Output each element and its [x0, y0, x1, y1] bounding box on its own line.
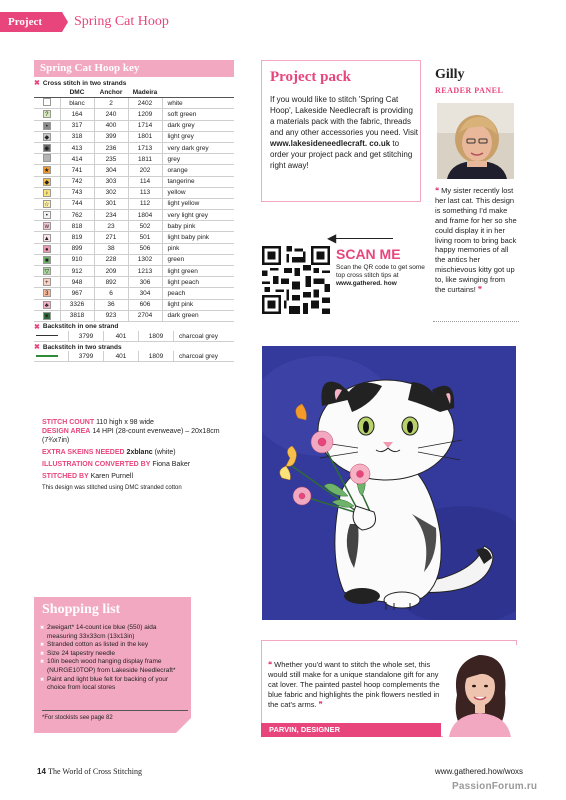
key-madeira-cell: 1213 [128, 266, 162, 277]
shopping-list [40, 624, 188, 693]
design-area-label: DESIGN AREA [42, 428, 91, 435]
key-madeira-cell: 304 [128, 288, 162, 299]
colour-col-header [162, 87, 234, 98]
key-row [34, 165, 234, 176]
key-madeira-cell: 506 [128, 243, 162, 254]
info-block [42, 418, 242, 493]
key-symbol-cell [34, 277, 60, 288]
shopping-list-divider [42, 710, 188, 711]
scan-me-text [336, 264, 426, 288]
key-symbol-cell [34, 131, 60, 142]
backstitch-two-subheading [34, 343, 234, 351]
project-pack-text [270, 94, 418, 171]
converted-by-value: Fiona Baker [152, 461, 191, 468]
footer-url[interactable]: www.gathered.how/woxs [435, 767, 524, 776]
reader-quote-text: My sister recently lost her last cat. This design is something I'd make and frame for her so she could display it in her living room to bring back happy memories of all the antics her mischievous kitty got up to, like swinging from the curtains! [435, 186, 517, 295]
key-name-cell: yellow [162, 187, 234, 198]
extra-skeins-value: 2xblanc [126, 449, 153, 456]
key-madeira-cell: 114 [128, 176, 162, 187]
stitch-symbol-icon: ◆ [44, 146, 50, 153]
stitch-symbol-icon: ▼ [43, 313, 50, 320]
key-row [34, 154, 234, 165]
project-pack-link[interactable]: www.lakesideneedlecraft. co.uk [270, 139, 391, 148]
magazine-name: The World of Cross Stitching [48, 767, 143, 776]
key-name-cell: white [162, 98, 234, 109]
project-pack-title: Project pack [270, 69, 351, 85]
reader-quote [435, 186, 517, 295]
backstitch-one-row [34, 331, 234, 342]
key-anchor-cell: 302 [94, 187, 128, 198]
key-anchor-cell: 923 [94, 310, 128, 321]
key-name-cell: light pink [162, 299, 234, 310]
backstitch-two-anchor: 401 [104, 351, 139, 362]
page-folio [37, 767, 142, 776]
key-madeira-cell: 606 [128, 299, 162, 310]
key-header-row [34, 87, 234, 98]
backstitch-two-row [34, 351, 234, 362]
stitch-symbol-icon: ★ [44, 168, 50, 175]
key-row [34, 299, 234, 310]
key-table [34, 87, 234, 322]
key-row [34, 266, 234, 277]
backstitch-one-swatch [34, 331, 69, 342]
open-quote-icon: ❝ [268, 660, 273, 669]
backstitch-two-swatch [34, 351, 69, 362]
key-name-cell: peach [162, 288, 234, 299]
cross-icon: ✖ [34, 344, 40, 352]
key-name-cell: pink [162, 243, 234, 254]
shopping-list-item: ✖ Size 24 tapestry needle [40, 650, 188, 659]
stitch-symbol-icon: ◆ [44, 134, 50, 141]
reader-divider [433, 321, 519, 323]
key-symbol-cell [34, 120, 60, 131]
key-symbol-cell [34, 109, 60, 120]
key-name-cell: light grey [162, 131, 234, 142]
scan-me-body: Scan the QR code to get some top cross stitch tips at [336, 264, 425, 279]
stitch-symbol-icon: ▲ [43, 235, 50, 242]
key-row [34, 243, 234, 254]
key-row [34, 210, 234, 221]
key-symbol-cell [34, 176, 60, 187]
key-madeira-cell: 1804 [128, 210, 162, 221]
backstitch-two-madeira: 1809 [139, 351, 174, 362]
close-quote-icon: ❞ [318, 700, 323, 709]
stitch-symbol-icon: • [43, 122, 51, 130]
backstitch-two-name: charcoal grey [174, 351, 235, 362]
key-anchor-cell: 6 [94, 288, 128, 299]
key-dmc-cell: 164 [60, 109, 94, 120]
key-symbol-cell [34, 266, 60, 277]
arrow-left-icon: ◀ [327, 231, 337, 245]
backstitch-two-label: Backstitch in two strands [42, 343, 122, 351]
key-dmc-cell: blanc [60, 98, 94, 109]
stitch-count-label: STITCH COUNT [42, 419, 95, 426]
watermark: PassionForum.ru [452, 781, 538, 792]
key-anchor-cell: 228 [94, 254, 128, 265]
backstitch-two-dmc: 3799 [69, 351, 104, 362]
stockists-note: *For stockists see page 82 [42, 715, 113, 721]
shopping-list-item: ✖ Stranded cotton as listed in the key [40, 641, 188, 650]
stitch-symbol-icon: ● [43, 245, 51, 253]
open-quote-icon: ❝ [435, 186, 440, 195]
extra-skeins [42, 448, 242, 457]
stitch-count [42, 418, 242, 427]
shopping-list-notch [176, 718, 191, 733]
designer-label: PARVIN, DESIGNER [261, 723, 441, 737]
converted-by [42, 460, 242, 469]
key-madeira-cell: 1209 [128, 109, 162, 120]
key-dmc-cell: 899 [60, 243, 94, 254]
key-row [34, 198, 234, 209]
key-title: Spring Cat Hoop key [34, 60, 234, 77]
key-symbol-cell [34, 165, 60, 176]
stitched-by [42, 472, 242, 481]
arrow-line [335, 238, 393, 239]
key-dmc-cell: 3326 [60, 299, 94, 310]
backstitch-one-name: charcoal grey [174, 331, 235, 342]
backstitch-one-dmc: 3799 [69, 331, 104, 342]
scan-me-title: SCAN ME [336, 246, 401, 262]
key-name-cell: baby pink [162, 221, 234, 232]
key-anchor-cell: 304 [94, 165, 128, 176]
key-symbol-cell [34, 310, 60, 321]
key-name-cell: grey [162, 154, 234, 165]
key-madeira-cell: 1811 [128, 154, 162, 165]
backstitch-one-madeira: 1809 [139, 331, 174, 342]
key-anchor-cell: 400 [94, 120, 128, 131]
key-row [34, 254, 234, 265]
key-row [34, 310, 234, 321]
reader-role: READER PANEL [435, 86, 504, 95]
cross-stitch-subheading [34, 79, 234, 87]
key-anchor-cell: 209 [94, 266, 128, 277]
stitch-symbol-icon [43, 154, 51, 162]
key-symbol-cell [34, 221, 60, 232]
backstitch-two-table [34, 351, 234, 362]
extra-skeins-label: EXTRA SKEINS NEEDED [42, 449, 125, 456]
key-anchor-cell: 36 [94, 299, 128, 310]
cat-hoop-artwork [262, 346, 516, 620]
key-dmc-cell: 948 [60, 277, 94, 288]
key-panel [34, 79, 234, 362]
key-anchor-cell: 236 [94, 142, 128, 153]
stitch-symbol-icon: ▽ [44, 269, 50, 276]
key-symbol-cell [34, 154, 60, 165]
project-pack-body: If you would like to stitch 'Spring Cat Hoop', Lakeside Needlecraft is providing a materials pack with the fabric, threads and any other accessories you need. Visit [270, 95, 418, 137]
key-name-cell: dark grey [162, 120, 234, 131]
design-area-value: 14 HPI (28-count everweave) – 20x18cm (7¾x7in) [42, 428, 220, 444]
madeira-col-header: Madeira [128, 87, 162, 98]
key-dmc-cell: 741 [60, 165, 94, 176]
key-dmc-cell: 819 [60, 232, 94, 243]
stitch-symbol-icon: ♀ [44, 190, 49, 197]
key-anchor-cell: 23 [94, 221, 128, 232]
stitched-by-value: Karen Purnell [90, 473, 134, 480]
stitch-count-value: 110 high x 98 wide [96, 419, 154, 426]
key-dmc-cell: 910 [60, 254, 94, 265]
key-madeira-cell: 501 [128, 232, 162, 243]
key-name-cell: light peach [162, 277, 234, 288]
reader-photo [437, 103, 514, 179]
key-madeira-cell: 1714 [128, 120, 162, 131]
key-symbol-cell [34, 243, 60, 254]
key-row [34, 187, 234, 198]
project-pack-body-end: to order your project pack and get stitching right away! [270, 139, 413, 170]
key-name-cell: very dark grey [162, 142, 234, 153]
cross-icon: ✖ [34, 80, 40, 87]
stitch-symbol-icon: ? [43, 110, 51, 118]
key-dmc-cell: 414 [60, 154, 94, 165]
backstitch-one-label: Backstitch in one strand [42, 323, 119, 331]
designer-quote-text: Whether you'd want to stitch the whole set, this would still make for a unique standalone gift for any cat lover. The painted pastel hoop complements the blue fabric and highlights the pink flowers nestled in the cat's arms. [268, 660, 440, 709]
key-row [34, 277, 234, 288]
shopping-list-item: ✖ 10in beech wood hanging display frame (NURGE10TOP) from Lakeside Needlecraft* [40, 658, 188, 675]
key-symbol-cell [34, 232, 60, 243]
cross-stitch-label: Cross stitch in two strands [42, 79, 127, 87]
key-dmc-cell: 743 [60, 187, 94, 198]
cross-icon: ✖ [34, 323, 40, 331]
anchor-col-header: Anchor [94, 87, 128, 98]
stitch-symbol-icon: 3 [43, 289, 51, 297]
backstitch-one-line [36, 335, 58, 336]
key-anchor-cell: 235 [94, 154, 128, 165]
stitch-symbol-icon: ♣ [43, 301, 51, 309]
stitch-symbol-icon: w [44, 224, 49, 231]
key-symbol-cell [34, 254, 60, 265]
key-symbol-cell [34, 198, 60, 209]
stitched-by-label: STITCHED BY [42, 473, 89, 480]
key-anchor-cell: 303 [94, 176, 128, 187]
key-name-cell: soft green [162, 109, 234, 120]
key-madeira-cell: 1801 [128, 131, 162, 142]
designer-photo [443, 645, 517, 737]
key-dmc-cell: 317 [60, 120, 94, 131]
section-tag: Project [0, 12, 62, 32]
key-dmc-cell: 967 [60, 288, 94, 299]
page-title: Spring Cat Hoop [74, 14, 169, 29]
key-madeira-cell: 1302 [128, 254, 162, 265]
key-row [34, 131, 234, 142]
key-name-cell: very light grey [162, 210, 234, 221]
key-anchor-cell: 234 [94, 210, 128, 221]
key-name-cell: orange [162, 165, 234, 176]
scan-me-link[interactable]: www.gathered. how [336, 280, 397, 287]
key-anchor-cell: 301 [94, 198, 128, 209]
key-madeira-cell: 502 [128, 221, 162, 232]
stitch-symbol-icon [43, 98, 51, 106]
key-madeira-cell: 112 [128, 198, 162, 209]
key-symbol-cell [34, 288, 60, 299]
key-dmc-cell: 744 [60, 198, 94, 209]
stitch-symbol-icon: + [43, 278, 51, 286]
key-dmc-cell: 912 [60, 266, 94, 277]
key-madeira-cell: 202 [128, 165, 162, 176]
key-dmc-cell: 413 [60, 142, 94, 153]
key-dmc-cell: 742 [60, 176, 94, 187]
symbol-col-header [34, 87, 60, 98]
stitch-symbol-icon: • [43, 211, 51, 219]
key-symbol-cell [34, 98, 60, 109]
shopping-list-title: Shopping list [42, 602, 121, 617]
backstitch-two-line [36, 355, 58, 356]
backstitch-one-subheading [34, 323, 234, 331]
key-symbol-cell [34, 142, 60, 153]
key-anchor-cell: 2 [94, 98, 128, 109]
key-name-cell: light yellow [162, 198, 234, 209]
shopping-list-item: ✖ 2weigart* 14-count ice blue (550) aida measuring 33x33cm (13x13in) [40, 624, 188, 641]
section-tag-notch [62, 12, 68, 32]
extra-skeins-note: (white) [154, 449, 176, 456]
thread-note: This design was stitched using DMC stranded cotton [42, 485, 182, 491]
backstitch-one-table [34, 331, 234, 342]
key-madeira-cell: 2402 [128, 98, 162, 109]
key-name-cell: green [162, 254, 234, 265]
page-number: 14 [37, 767, 46, 776]
key-madeira-cell: 2704 [128, 310, 162, 321]
key-row [34, 288, 234, 299]
key-dmc-cell: 762 [60, 210, 94, 221]
key-madeira-cell: 113 [128, 187, 162, 198]
backstitch-one-anchor: 401 [104, 331, 139, 342]
stitch-symbol-icon: ☆ [44, 201, 50, 208]
qr-code[interactable] [262, 246, 330, 314]
dmc-col-header: DMC [60, 87, 94, 98]
key-name-cell: light baby pink [162, 232, 234, 243]
shopping-list-item: ✖ Paint and light blue felt for backing of your choice from local stores [40, 676, 188, 693]
converted-by-label: ILLUSTRATION CONVERTED BY [42, 461, 151, 468]
key-name-cell: dark green [162, 310, 234, 321]
design-area [42, 427, 242, 445]
key-row [34, 142, 234, 153]
key-symbol-cell [34, 210, 60, 221]
key-name-cell: light green [162, 266, 234, 277]
key-row [34, 109, 234, 120]
stitch-symbol-icon: ■ [43, 256, 51, 264]
key-row [34, 120, 234, 131]
key-row [34, 176, 234, 187]
key-anchor-cell: 271 [94, 232, 128, 243]
key-row [34, 232, 234, 243]
key-dmc-cell: 318 [60, 131, 94, 142]
close-quote-icon: ❞ [477, 285, 482, 295]
key-madeira-cell: 1713 [128, 142, 162, 153]
key-dmc-cell: 818 [60, 221, 94, 232]
key-row [34, 98, 234, 109]
key-row [34, 221, 234, 232]
key-anchor-cell: 38 [94, 243, 128, 254]
reader-name: Gilly [435, 67, 465, 82]
key-madeira-cell: 306 [128, 277, 162, 288]
key-dmc-cell: 3818 [60, 310, 94, 321]
key-anchor-cell: 240 [94, 109, 128, 120]
key-symbol-cell [34, 299, 60, 310]
key-anchor-cell: 399 [94, 131, 128, 142]
key-symbol-cell [34, 187, 60, 198]
designer-quote [268, 660, 448, 710]
key-anchor-cell: 892 [94, 277, 128, 288]
key-name-cell: tangerine [162, 176, 234, 187]
stitch-symbol-icon: ◆ [44, 179, 50, 186]
